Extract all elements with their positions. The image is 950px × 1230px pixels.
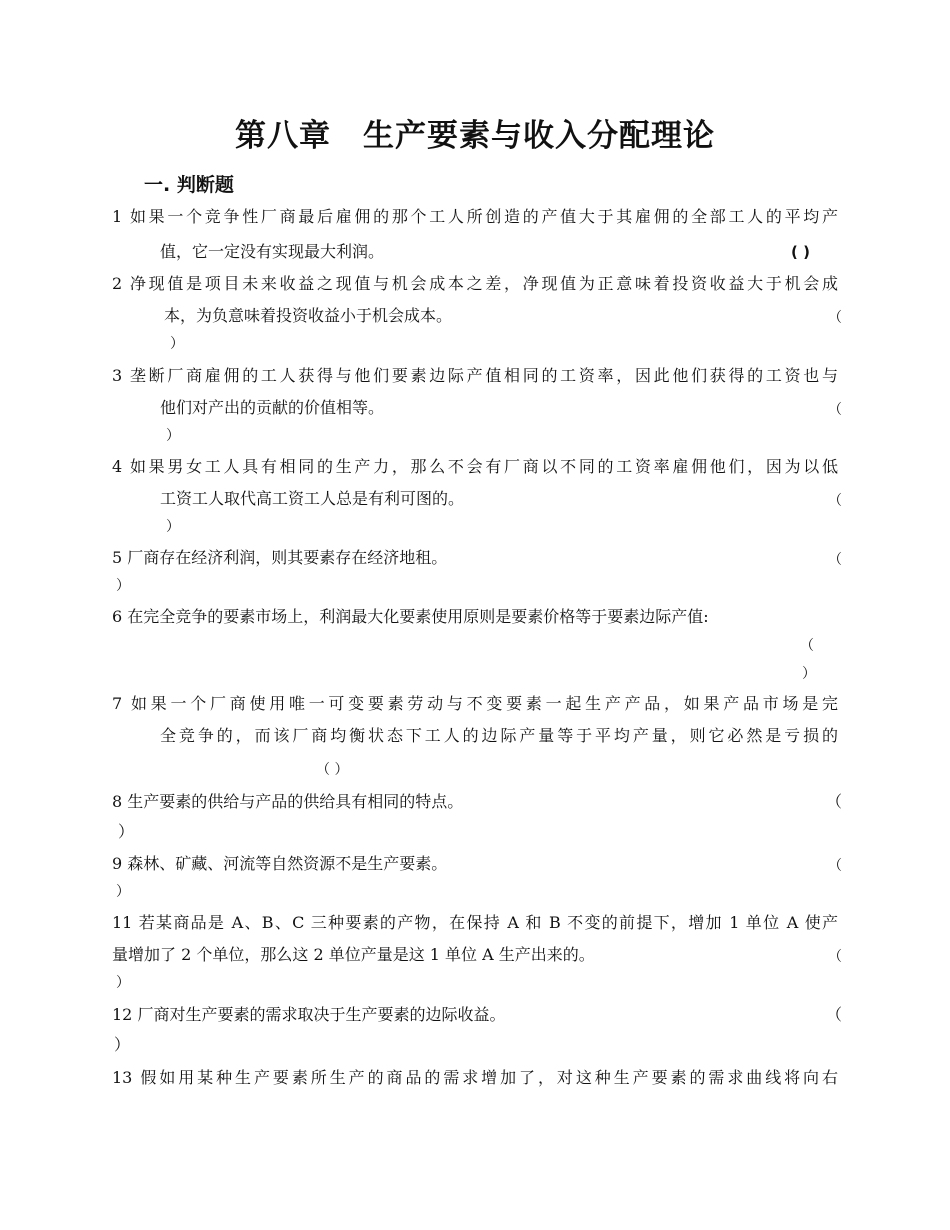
question-6-open-bracket: （ bbox=[800, 638, 814, 654]
question-11-close-bracket: ） bbox=[116, 975, 130, 991]
section-heading: 一. 判断题 bbox=[144, 174, 234, 196]
question-3-open-bracket: （ bbox=[828, 402, 842, 418]
question-2-open-bracket: （ bbox=[828, 310, 842, 326]
question-4-line-2: 工资工人取代高工资工人总是有利可图的。 bbox=[160, 489, 465, 508]
question-2-line-1: 2 净现值是项目未来收益之现值与机会成本之差，净现值为正意味着投资收益大于机会成 bbox=[112, 274, 838, 293]
question-4-open-bracket: （ bbox=[828, 493, 842, 509]
question-11-open-bracket: （ bbox=[828, 949, 842, 965]
question-5-open-bracket: （ bbox=[828, 552, 842, 568]
question-11-line-2: 量增加了 2 个单位，那么这 2 单位产量是这 1 单位 A 生产出来的。 bbox=[112, 945, 595, 964]
question-7-answer-bracket: （ ） bbox=[316, 762, 349, 778]
question-9-close-bracket: ） bbox=[116, 884, 130, 900]
question-8-open-bracket: （ bbox=[826, 792, 843, 811]
question-3-line-2: 他们对产出的贡献的价值相等。 bbox=[160, 398, 385, 417]
question-4-close-bracket: ） bbox=[166, 519, 180, 535]
question-5-close-bracket: ） bbox=[116, 578, 130, 594]
question-11-line-1: 11 若某商品是 A、B、C 三种要素的产物，在保持 A 和 B 不变的前提下，增加 1 单位 A 使产 bbox=[112, 913, 838, 932]
question-6-close-bracket: ） bbox=[802, 666, 816, 682]
question-1-line-1: 1 如果一个竞争性厂商最后雇佣的那个工人所创造的产值大于其雇佣的全部工人的平均产 bbox=[112, 207, 838, 226]
question-13-line-1: 13 假如用某种生产要素所生产的商品的需求增加了，对这种生产要素的需求曲线将向右 bbox=[112, 1068, 838, 1087]
question-4-line-1: 4 如果男女工人具有相同的生产力，那么不会有厂商以不同的工资率雇佣他们，因为以低 bbox=[112, 457, 838, 476]
question-6-line-1: 6 在完全竞争的要素市场上，利润最大化要素使用原则是要素价格等于要素边际产值: bbox=[112, 607, 709, 626]
question-3-close-bracket: ） bbox=[166, 428, 180, 444]
question-2-close-bracket: ） bbox=[170, 336, 184, 352]
question-7-line-2: 全竞争的，而该厂商均衡状态下工人的边际产量等于平均产量，则它必然是亏损的 bbox=[160, 726, 838, 745]
question-7-line-1: 7 如果一个厂商使用唯一可变要素劳动与不变要素一起生产产品，如果产品市场是完 bbox=[112, 694, 838, 713]
chapter-title: 第八章 生产要素与收入分配理论 bbox=[235, 118, 715, 154]
question-9-line-1: 9 森林、矿藏、河流等自然资源不是生产要素。 bbox=[112, 854, 448, 873]
question-12-open-bracket: （ bbox=[826, 1005, 843, 1024]
question-5-line-1: 5 厂商存在经济利润，则其要素存在经济地租。 bbox=[112, 548, 448, 567]
question-1-line-2: 值，它一定没有实现最大利润。 bbox=[160, 242, 385, 261]
question-2-line-2: 本，为负意味着投资收益小于机会成本。 bbox=[164, 306, 453, 325]
question-12-line-1: 12 厂商对生产要素的需求取决于生产要素的边际收益。 bbox=[112, 1005, 506, 1024]
question-12-close-bracket: ） bbox=[114, 1035, 131, 1054]
question-8-line-1: 8 生产要素的供给与产品的供给具有相同的特点。 bbox=[112, 792, 464, 811]
question-9-open-bracket: （ bbox=[828, 858, 842, 874]
question-1-answer-bracket: ( ) bbox=[791, 243, 810, 261]
question-3-line-1: 3 垄断厂商雇佣的工人获得与他们要素边际产值相同的工资率，因此他们获得的工资也与 bbox=[112, 366, 838, 385]
question-8-close-bracket: ） bbox=[118, 822, 135, 841]
